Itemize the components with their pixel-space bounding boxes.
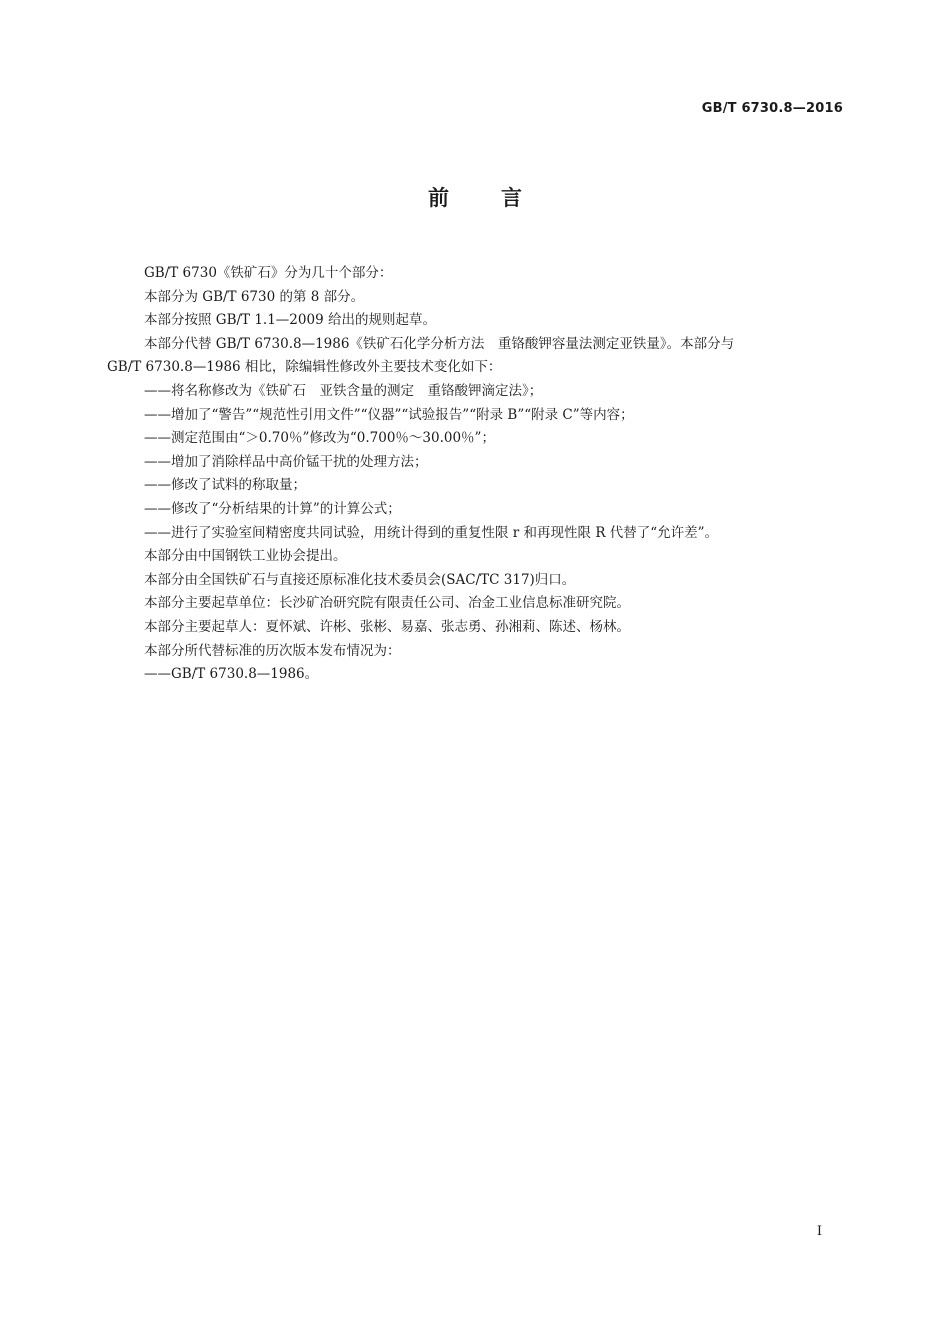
paragraph-drafting-rules: 本部分按照 GB/T 1.1—2009 给出的规则起草。 [144, 312, 436, 329]
paragraph-history: 本部分所代替标准的历次版本发布情况为： [144, 642, 401, 659]
standard-number: GB/T 6730.8—2016 [701, 101, 843, 116]
change-item-added-content: ——增加了“警告”“规范性引用文件”“仪器”“试验报告”“附录 B”“附录 C”等内容； [144, 406, 634, 423]
change-item-formula: ——修改了“分析结果的计算”的计算公式； [144, 500, 401, 517]
page-number: I [816, 1224, 822, 1239]
paragraph-replaces-continued: GB/T 6730.8—1986 相比，除编辑性修改外主要技术变化如下： [107, 359, 502, 376]
paragraph-parts: GB/T 6730《铁矿石》分为几十个部分： [144, 265, 393, 281]
paragraph-drafters: 本部分主要起草人：夏怀斌、许彬、张彬、易嘉、张志勇、孙湘莉、陈述、杨林。 [144, 618, 630, 635]
paragraph-drafting-units: 本部分主要起草单位：长沙矿冶研究院有限责任公司、冶金工业信息标准研究院。 [144, 595, 630, 612]
change-item-name: ——将名称修改为《铁矿石 亚铁含量的测定 重铬酸钾滴定法》； [144, 382, 543, 399]
page-title: 前言 [428, 186, 574, 210]
paragraph-committee: 本部分由全国铁矿石与直接还原标准化技术委员会(SAC/TC 317)归口。 [144, 571, 576, 588]
foreword-body [107, 262, 845, 687]
paragraph-part-number: 本部分为 GB/T 6730 的第 8 部分。 [144, 288, 365, 305]
change-item-range: ——测定范围由“＞0.70％”修改为“0.700％～30.00％”； [144, 430, 495, 447]
paragraph-proposed-by: 本部分由中国钢铁工业协会提出。 [144, 548, 347, 565]
paragraph-replaces: 本部分代替 GB/T 6730.8—1986《铁矿石化学分析方法 重铬酸钾容量法测定亚铁量》。本部分与 [144, 335, 735, 352]
change-item-sample-mass: ——修改了试料的称取量； [144, 477, 306, 494]
history-item: ——GB/T 6730.8—1986。 [144, 666, 319, 683]
change-item-precision: ——进行了实验室间精密度共同试验，用统计得到的重复性限 r 和再现性限 R 代替了“允许差”。 [144, 524, 719, 541]
change-item-manganese: ——增加了消除样品中高价锰干扰的处理方法； [144, 453, 428, 470]
